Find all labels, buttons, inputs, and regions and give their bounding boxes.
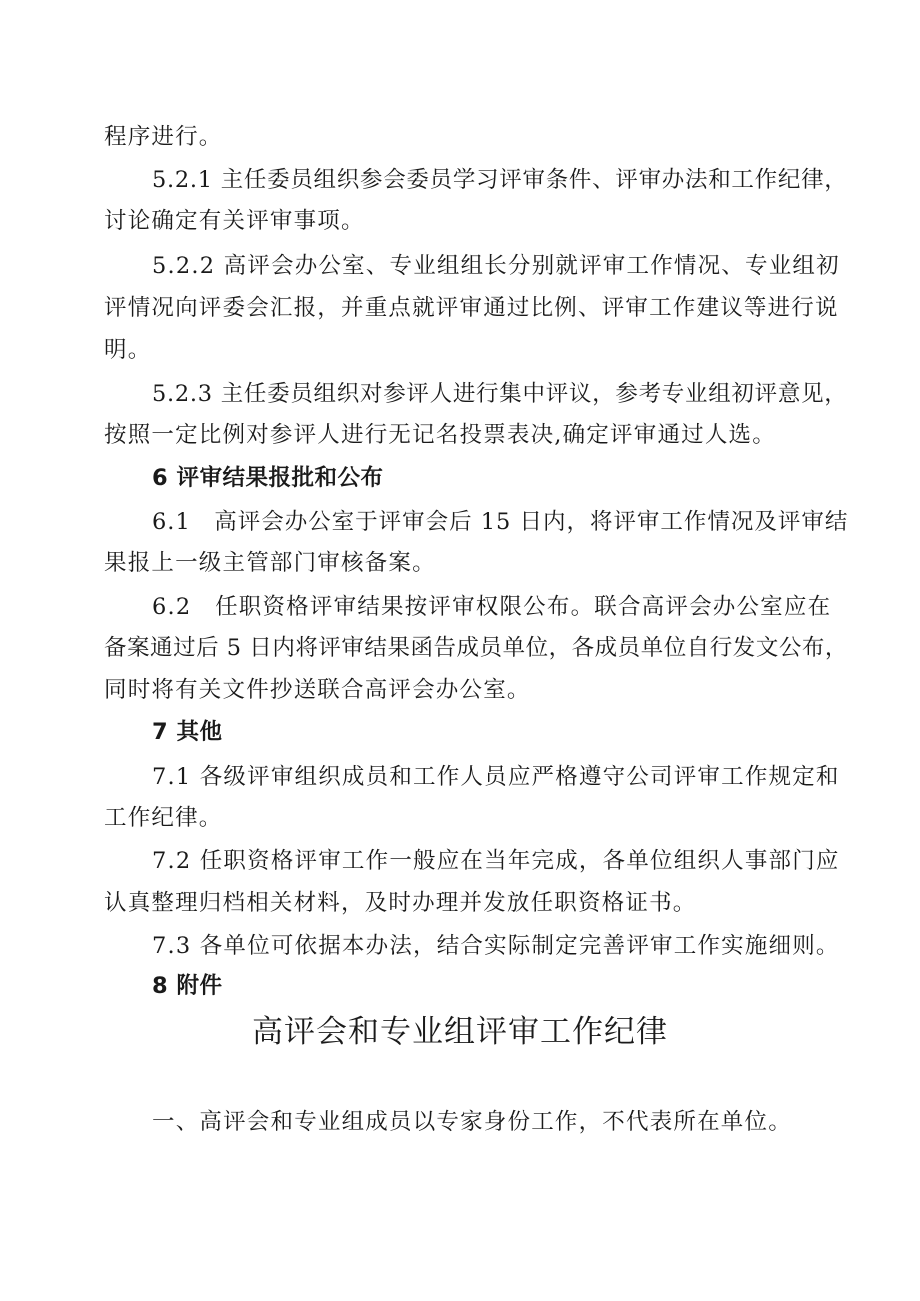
clause-6-2: 6.2 任职资格评审结果按评审权限公布。联合高评会办公室应在 [152, 594, 832, 620]
text-line: 认真整理归档相关材料，及时办理并发放任职资格证书。 [104, 890, 697, 916]
clause-7-2: 7.2 任职资格评审工作一般应在当年完成，各单位组织人事部门应 [152, 848, 840, 874]
clause-5-2-1: 5.2.1 主任委员组织参会委员学习评审条件、评审办法和工作纪律， [152, 167, 848, 193]
text-line: 果报上一级主管部门审核备案。 [104, 550, 436, 576]
text-line: 评情况向评委会汇报，并重点就评审通过比例、评审工作建议等进行说 [104, 295, 839, 321]
text-line: 备案通过后 5 日内将评审结果函告成员单位，各成员单位自行发文公布， [104, 635, 848, 661]
section-heading-7: 7 其他 [152, 719, 223, 745]
clause-7-1: 7.1 各级评审组织成员和工作人员应严格遵守公司评审工作规定和 [152, 764, 840, 790]
text-line: 讨论确定有关评审事项。 [104, 208, 365, 234]
section-heading-8: 8 附件 [152, 973, 223, 999]
section-heading-6: 6 评审结果报批和公布 [152, 465, 384, 491]
text-line: 明。 [104, 337, 152, 363]
clause-5-2-3: 5.2.3 主任委员组织对参评人进行集中评议，参考专业组初评意见， [152, 381, 848, 407]
clause-6-1: 6.1 高评会办公室于评审会后 15 日内，将评审工作情况及评审结 [152, 509, 849, 535]
text-line: 按照一定比例对参评人进行无记名投票表决,确定评审通过人选。 [104, 422, 776, 448]
appendix-title: 高评会和专业组评审工作纪律 [252, 1014, 668, 1050]
appendix-item-1: 一、高评会和专业组成员以专家身份工作，不代表所在单位。 [152, 1109, 792, 1135]
text-line: 工作纪律。 [104, 805, 223, 831]
clause-5-2-2: 5.2.2 高评会办公室、专业组组长分别就评审工作情况、专业组初 [152, 253, 840, 279]
clause-7-3: 7.3 各单位可依据本办法，结合实际制定完善评审工作实施细则。 [152, 933, 840, 959]
text-line: 程序进行。 [104, 124, 223, 150]
text-line: 同时将有关文件抄送联合高评会办公室。 [104, 677, 531, 703]
